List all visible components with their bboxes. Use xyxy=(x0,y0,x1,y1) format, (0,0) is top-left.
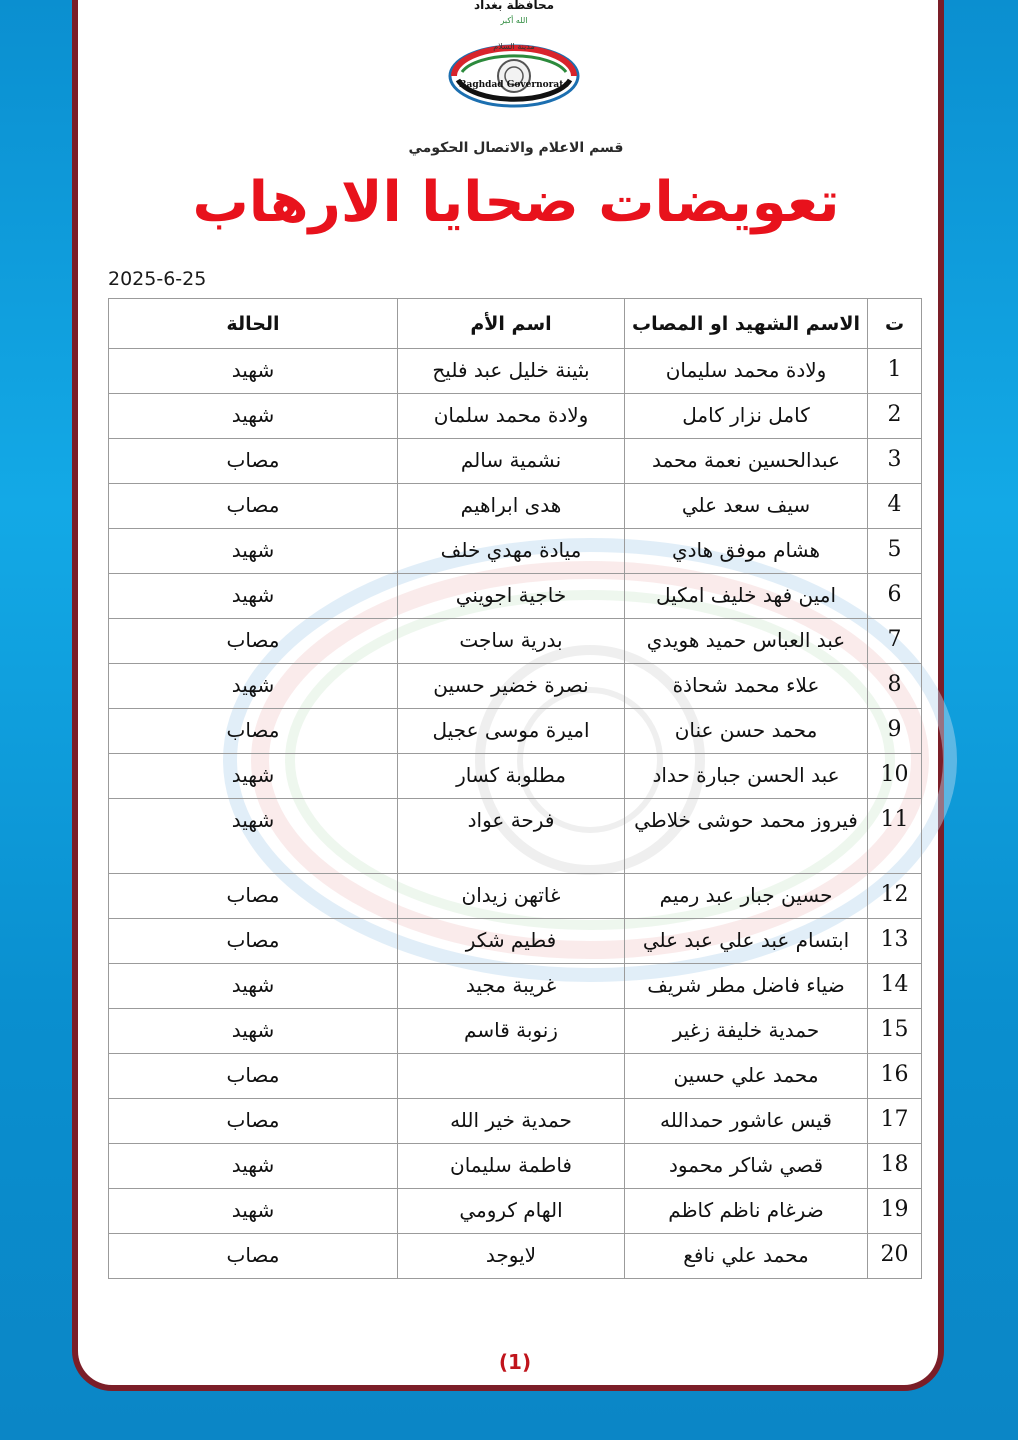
cell-name: ولادة محمد سليمان xyxy=(625,349,868,394)
cell-mother: نصرة خضير حسين xyxy=(398,664,625,709)
cell-mother: فاطمة سليمان xyxy=(398,1144,625,1189)
logo-lettering xyxy=(444,0,584,118)
cell-num: 17 xyxy=(868,1099,922,1144)
cell-num: 2 xyxy=(868,394,922,439)
cell-num: 20 xyxy=(868,1234,922,1279)
cell-name: حسين جبار عبد رميم xyxy=(625,874,868,919)
table-row xyxy=(109,964,922,1009)
table-row xyxy=(109,1144,922,1189)
cell-status: مصاب xyxy=(109,439,398,484)
cell-num: 5 xyxy=(868,529,922,574)
cell-name: هشام موفق هادي xyxy=(625,529,868,574)
table-row xyxy=(109,1234,922,1279)
cell-num: 12 xyxy=(868,874,922,919)
cell-num: 7 xyxy=(868,619,922,664)
cell-status: مصاب xyxy=(109,874,398,919)
table-row xyxy=(109,349,922,394)
table-row xyxy=(109,1054,922,1099)
cell-num: 9 xyxy=(868,709,922,754)
header-status: الحالة xyxy=(109,299,398,349)
cell-name: امين فهد خليف امكيل xyxy=(625,574,868,619)
table-row xyxy=(109,709,922,754)
cell-num: 13 xyxy=(868,919,922,964)
cell-mother: فرحة عواد xyxy=(398,799,625,874)
cell-name: ضرغام ناظم كاظم xyxy=(625,1189,868,1234)
cell-status: شهيد xyxy=(109,349,398,394)
cell-status: مصاب xyxy=(109,1054,398,1099)
document-page xyxy=(72,0,944,1391)
cell-mother: نشمية سالم xyxy=(398,439,625,484)
cell-name: قيس عاشور حمدالله xyxy=(625,1099,868,1144)
header-num: ت xyxy=(868,299,922,349)
cell-name: فيروز محمد حوشى خلاطي xyxy=(625,799,868,874)
table-row xyxy=(109,754,922,799)
cell-status: شهيد xyxy=(109,799,398,874)
cell-status: شهيد xyxy=(109,394,398,439)
cell-status: شهيد xyxy=(109,664,398,709)
cell-name: علاء محمد شحاذة xyxy=(625,664,868,709)
cell-num: 1 xyxy=(868,349,922,394)
table-row xyxy=(109,1009,922,1054)
document-date: 2025-6-25 xyxy=(108,268,207,290)
cell-num: 10 xyxy=(868,754,922,799)
table-row xyxy=(109,439,922,484)
cell-mother: زنوبة قاسم xyxy=(398,1009,625,1054)
header-mother: اسم الأم xyxy=(398,299,625,349)
table-row xyxy=(109,1189,922,1234)
table-row xyxy=(109,484,922,529)
page-number: (1) xyxy=(498,1350,532,1374)
cell-status: شهيد xyxy=(109,964,398,1009)
cell-num: 14 xyxy=(868,964,922,1009)
cell-num: 19 xyxy=(868,1189,922,1234)
logo-text-bottom: Baghdad Governorate xyxy=(458,80,570,90)
victims-table xyxy=(108,298,922,1279)
cell-mother: فطيم شكر xyxy=(398,919,625,964)
cell-name: قصي شاكر محمود xyxy=(625,1144,868,1189)
cell-mother: خاجية اجويني xyxy=(398,574,625,619)
cell-status: مصاب xyxy=(109,1234,398,1279)
cell-status: شهيد xyxy=(109,754,398,799)
cell-status: مصاب xyxy=(109,619,398,664)
cell-mother: بدرية ساجت xyxy=(398,619,625,664)
cell-num: 11 xyxy=(868,799,922,874)
table-header-row xyxy=(109,299,922,349)
cell-name: عبدالحسين نعمة محمد xyxy=(625,439,868,484)
cell-name: محمد علي نافع xyxy=(625,1234,868,1279)
cell-mother xyxy=(398,1054,625,1099)
cell-mother: ولادة محمد سلمان xyxy=(398,394,625,439)
cell-name: محمد علي حسين xyxy=(625,1054,868,1099)
logo-text-top: محافظة بغداد xyxy=(473,0,555,12)
table-row xyxy=(109,394,922,439)
cell-num: 15 xyxy=(868,1009,922,1054)
cell-name: ضياء فاضل مطر شريف xyxy=(625,964,868,1009)
cell-num: 18 xyxy=(868,1144,922,1189)
table-row xyxy=(109,874,922,919)
cell-mother: لايوجد xyxy=(398,1234,625,1279)
cell-name: محمد حسن عنان xyxy=(625,709,868,754)
cell-status: شهيد xyxy=(109,1144,398,1189)
logo-text-slogan: الله أكبر xyxy=(500,16,528,25)
cell-name: سيف سعد علي xyxy=(625,484,868,529)
cell-mother: الهام كرومي xyxy=(398,1189,625,1234)
cell-name: حمدية خليفة زغير xyxy=(625,1009,868,1054)
cell-num: 8 xyxy=(868,664,922,709)
cell-mother: غاتهن زيدان xyxy=(398,874,625,919)
cell-status: مصاب xyxy=(109,709,398,754)
table-row xyxy=(109,529,922,574)
table-row xyxy=(109,574,922,619)
cell-status: شهيد xyxy=(109,574,398,619)
cell-status: شهيد xyxy=(109,1189,398,1234)
cell-mother: غريبة مجيد xyxy=(398,964,625,1009)
cell-num: 3 xyxy=(868,439,922,484)
cell-status: مصاب xyxy=(109,1099,398,1144)
department-name: قسم الاعلام والاتصال الحكومي xyxy=(408,140,624,156)
cell-status: شهيد xyxy=(109,529,398,574)
table-row xyxy=(109,1099,922,1144)
cell-mother: ميادة مهدي خلف xyxy=(398,529,625,574)
cell-name: عبد العباس حميد هويدي xyxy=(625,619,868,664)
table-row xyxy=(109,799,922,874)
cell-status: شهيد xyxy=(109,1009,398,1054)
page-title: تعويضات ضحايا الارهاب xyxy=(192,170,840,235)
cell-name: ابتسام عبد علي عبد علي xyxy=(625,919,868,964)
cell-mother: حمدية خير الله xyxy=(398,1099,625,1144)
table-row xyxy=(109,664,922,709)
cell-mother: مطلوبة كسار xyxy=(398,754,625,799)
logo-text-inner: مدينة السلام xyxy=(493,42,535,51)
cell-mother: هدى ابراهيم xyxy=(398,484,625,529)
cell-mother: بثينة خليل عبد فليح xyxy=(398,349,625,394)
cell-num: 16 xyxy=(868,1054,922,1099)
cell-status: مصاب xyxy=(109,919,398,964)
cell-num: 4 xyxy=(868,484,922,529)
cell-name: عبد الحسن جبارة حداد xyxy=(625,754,868,799)
table-row xyxy=(109,619,922,664)
cell-num: 6 xyxy=(868,574,922,619)
table-row xyxy=(109,919,922,964)
cell-status: مصاب xyxy=(109,484,398,529)
header-name: الاسم الشهيد او المصاب xyxy=(625,299,868,349)
cell-name: كامل نزار كامل xyxy=(625,394,868,439)
cell-mother: اميرة موسى عجيل xyxy=(398,709,625,754)
